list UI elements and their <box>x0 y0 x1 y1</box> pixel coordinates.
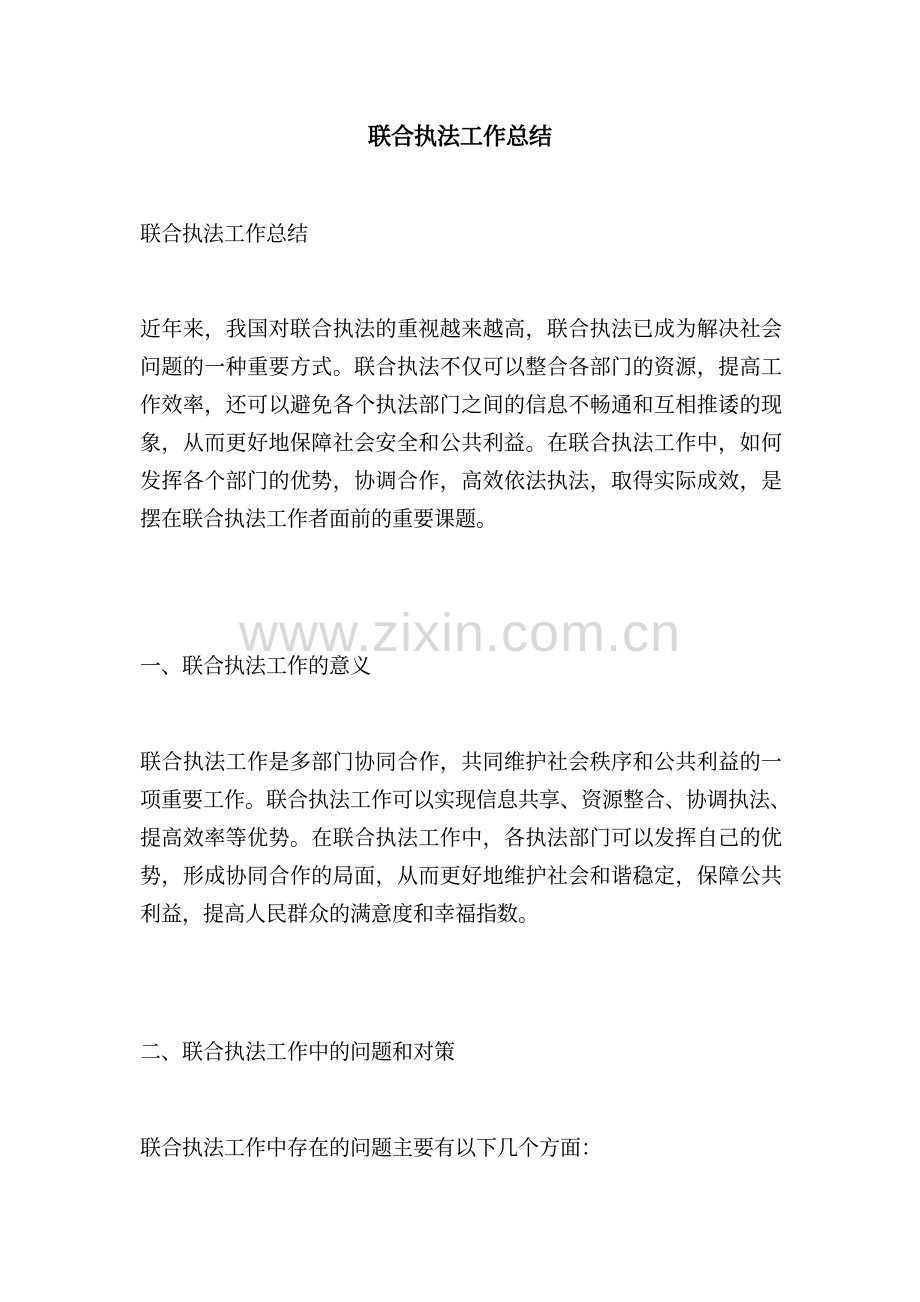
section2-intro <box>140 1129 782 1167</box>
paragraph-line: 势，形成协同合作的局面，从而更好地维护社会和谐稳定，保障公共 <box>140 864 782 888</box>
paragraph-line: 近年来，我国对联合执法的重视越来越高，联合执法已成为解决社会 <box>140 317 782 341</box>
paragraph-line: 联合执法工作中存在的问题主要有以下几个方面： <box>140 1136 602 1160</box>
paragraph-line: 象，从而更好地保障社会安全和公共利益。在联合执法工作中，如何 <box>140 431 782 455</box>
section1-heading <box>140 647 782 685</box>
document-title: 联合执法工作总结 <box>368 123 552 150</box>
section2-heading <box>140 1033 782 1071</box>
paragraph-line: 问题的一种重要方式。联合执法不仅可以整合各部门的资源，提高工 <box>140 355 782 379</box>
section1-paragraph <box>140 743 791 933</box>
paragraph-line: 摆在联合执法工作者面前的重要课题。 <box>140 507 497 531</box>
subtitle-line: 联合执法工作总结 <box>140 222 308 246</box>
document-subtitle <box>140 215 782 253</box>
heading-line: 二、联合执法工作中的问题和对策 <box>140 1040 455 1064</box>
watermark: www.zixin.com.cn <box>238 603 682 663</box>
intro-paragraph <box>140 310 782 538</box>
paragraph-line: 发挥各个部门的优势，协调合作，高效依法执法，取得实际成效，是 <box>140 469 782 493</box>
paragraph-line: 项重要工作。联合执法工作可以实现信息共享、资源整合、协调执法、 <box>140 788 791 812</box>
paragraph-line: 利益，提高人民群众的满意度和幸福指数。 <box>140 902 539 926</box>
heading-line: 一、联合执法工作的意义 <box>140 654 371 678</box>
paragraph-line: 作效率，还可以避免各个执法部门之间的信息不畅通和互相推诿的现 <box>140 393 782 417</box>
paragraph-line: 提高效率等优势。在联合执法工作中，各执法部门可以发挥自己的优 <box>140 826 782 850</box>
paragraph-line: 联合执法工作是多部门协同合作，共同维护社会秩序和公共利益的一 <box>140 750 782 774</box>
